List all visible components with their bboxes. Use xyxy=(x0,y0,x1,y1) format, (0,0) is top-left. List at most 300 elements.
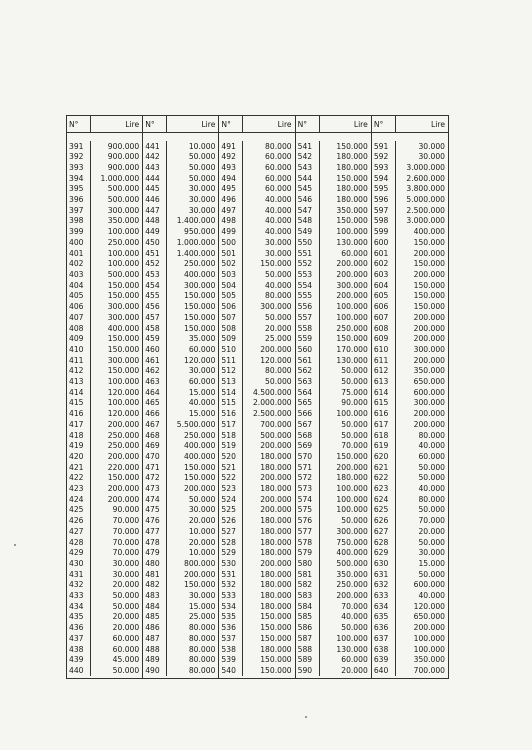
lire-value: 150.000 xyxy=(260,623,292,633)
lire-value: 200.000 xyxy=(260,558,292,568)
lot-number: 433 xyxy=(67,591,91,602)
lot-number: 484 xyxy=(143,601,167,612)
table-row xyxy=(67,334,142,345)
lire-value: 50.000 xyxy=(188,162,216,172)
lire-value: 400.000 xyxy=(184,451,216,461)
lire-value: 20.000 xyxy=(188,537,216,547)
table-row xyxy=(67,494,142,505)
table-row xyxy=(67,162,142,173)
table-row xyxy=(219,248,294,259)
table-row xyxy=(143,323,218,334)
table-row xyxy=(296,569,371,580)
lot-number: 618 xyxy=(372,430,396,441)
table-row xyxy=(219,398,294,409)
table-row xyxy=(296,323,371,334)
lire-value: 100.000 xyxy=(413,633,446,643)
lot-number: 556 xyxy=(296,302,320,313)
column-header xyxy=(296,116,371,133)
lire-value: 150.000 xyxy=(413,259,446,269)
table-row xyxy=(296,484,371,495)
table-row xyxy=(219,601,294,612)
lire-value: 3.000.000 xyxy=(406,216,446,226)
table-row xyxy=(219,548,294,559)
lot-number: 440 xyxy=(67,665,91,676)
lire-value: 180.000 xyxy=(260,526,292,536)
lire-value: 15.000 xyxy=(418,558,446,568)
lot-number: 489 xyxy=(143,655,167,666)
lire-value: 100.000 xyxy=(107,248,140,258)
lire-value: 150.000 xyxy=(336,216,368,226)
table-row xyxy=(67,484,142,495)
table-row xyxy=(143,409,218,420)
table-row xyxy=(296,409,371,420)
lire-value: 10.000 xyxy=(188,526,216,536)
lot-number: 446 xyxy=(143,195,167,206)
table-row xyxy=(296,152,371,163)
lot-number: 565 xyxy=(296,398,320,409)
lire-value: 50.000 xyxy=(418,537,446,547)
table-row xyxy=(143,612,218,623)
table-row xyxy=(296,612,371,623)
table-row xyxy=(372,269,448,280)
lire-value: 40.000 xyxy=(341,612,368,622)
table-row xyxy=(67,462,142,473)
table-row xyxy=(143,227,218,238)
lot-number: 482 xyxy=(143,580,167,591)
lot-number: 548 xyxy=(296,216,320,227)
lire-value: 180.000 xyxy=(336,152,368,162)
table-row xyxy=(219,451,294,462)
lire-value: 50.000 xyxy=(418,505,446,515)
table-row xyxy=(296,280,371,291)
lot-number: 537 xyxy=(219,633,243,644)
lire-value: 200.000 xyxy=(413,248,446,258)
lire-value: 150.000 xyxy=(336,141,368,151)
lire-value: 500.000 xyxy=(336,558,368,568)
lot-number: 596 xyxy=(372,195,396,206)
lot-number: 396 xyxy=(67,195,91,206)
lire-value: 150.000 xyxy=(413,302,446,312)
table-row xyxy=(67,419,142,430)
lot-number: 563 xyxy=(296,376,320,387)
table-row xyxy=(67,344,142,355)
lire-value: 60.000 xyxy=(265,184,292,194)
table-row xyxy=(296,451,371,462)
table-row xyxy=(296,494,371,505)
lot-number: 578 xyxy=(296,537,320,548)
lot-number: 488 xyxy=(143,644,167,655)
lire-value: 10.000 xyxy=(188,141,216,151)
table-row xyxy=(219,280,294,291)
table-row xyxy=(143,387,218,398)
lire-value: 15.000 xyxy=(188,387,216,397)
table-row xyxy=(67,612,142,623)
lot-number: 527 xyxy=(219,526,243,537)
lire-value: 100.000 xyxy=(336,484,368,494)
lot-number: 621 xyxy=(372,462,396,473)
table-row xyxy=(296,291,371,302)
lot-number: 547 xyxy=(296,205,320,216)
lot-number: 586 xyxy=(296,623,320,634)
table-row xyxy=(143,259,218,270)
lot-number: 613 xyxy=(372,376,396,387)
table-row xyxy=(219,623,294,634)
lot-number: 552 xyxy=(296,259,320,270)
lot-number: 425 xyxy=(67,505,91,516)
table-row xyxy=(372,441,448,452)
lot-number: 632 xyxy=(372,580,396,591)
lot-number: 415 xyxy=(67,398,91,409)
table-row xyxy=(67,152,142,163)
lire-value: 200.000 xyxy=(260,505,292,515)
table-row xyxy=(296,548,371,559)
lire-value: 120.000 xyxy=(107,409,140,419)
table-row xyxy=(143,280,218,291)
lire-value: 100.000 xyxy=(107,398,140,408)
lire-value: 5.500.000 xyxy=(176,419,216,429)
lot-number: 511 xyxy=(219,355,243,366)
lot-number: 629 xyxy=(372,548,396,559)
lot-number: 420 xyxy=(67,451,91,462)
lot-number: 408 xyxy=(67,323,91,334)
lire-value: 40.000 xyxy=(188,398,216,408)
column-header xyxy=(143,116,218,133)
lire-value: 30.000 xyxy=(112,569,140,579)
table-row xyxy=(219,237,294,248)
table-row xyxy=(219,269,294,280)
lire-value: 350.000 xyxy=(107,216,140,226)
lot-number: 471 xyxy=(143,462,167,473)
lot-number: 457 xyxy=(143,312,167,323)
table-row xyxy=(372,237,448,248)
lire-value: 50.000 xyxy=(418,462,446,472)
table-row xyxy=(67,398,142,409)
table-row xyxy=(372,366,448,377)
lire-value: 300.000 xyxy=(107,205,140,215)
lire-value: 60.000 xyxy=(265,152,292,162)
table-row xyxy=(372,141,448,152)
table-row xyxy=(219,655,294,666)
lot-number: 411 xyxy=(67,355,91,366)
lot-number: 599 xyxy=(372,227,396,238)
lire-value: 1.400.000 xyxy=(176,248,216,258)
lot-number: 590 xyxy=(296,665,320,676)
table-row xyxy=(219,152,294,163)
lire-value: 180.000 xyxy=(260,451,292,461)
lire-value: 60.000 xyxy=(112,633,140,643)
lot-number: 434 xyxy=(67,601,91,612)
table-row xyxy=(372,591,448,602)
lot-number: 607 xyxy=(372,312,396,323)
lot-number: 519 xyxy=(219,441,243,452)
lot-number: 531 xyxy=(219,569,243,580)
lire-value: 2.500.000 xyxy=(252,409,292,419)
lire-value: 200.000 xyxy=(184,569,216,579)
table-row xyxy=(143,173,218,184)
table-row xyxy=(219,216,294,227)
lire-value: 200.000 xyxy=(336,259,368,269)
lot-number: 528 xyxy=(219,537,243,548)
table-row xyxy=(296,302,371,313)
table-row xyxy=(219,569,294,580)
lire-value: 1.000.000 xyxy=(100,173,140,183)
lot-number: 558 xyxy=(296,323,320,334)
lire-value: 70.000 xyxy=(341,441,368,451)
lot-number: 447 xyxy=(143,205,167,216)
table-row xyxy=(372,216,448,227)
price-table xyxy=(66,115,449,679)
table-row xyxy=(219,259,294,270)
table-row xyxy=(219,376,294,387)
lot-number: 444 xyxy=(143,173,167,184)
lot-number: 582 xyxy=(296,580,320,591)
lot-number: 631 xyxy=(372,569,396,580)
table-row xyxy=(372,162,448,173)
table-row xyxy=(143,484,218,495)
lot-number: 423 xyxy=(67,484,91,495)
table-row xyxy=(143,302,218,313)
table-row xyxy=(143,152,218,163)
lot-number: 435 xyxy=(67,612,91,623)
column-rows xyxy=(219,133,294,678)
table-row xyxy=(143,655,218,666)
lot-number: 594 xyxy=(372,173,396,184)
lot-number: 603 xyxy=(372,269,396,280)
lire-value: 250.000 xyxy=(336,580,368,590)
lire-value: 50.000 xyxy=(188,173,216,183)
table-row xyxy=(143,430,218,441)
table-row xyxy=(219,633,294,644)
table-row xyxy=(219,516,294,527)
table-row xyxy=(143,537,218,548)
lire-value: 50.000 xyxy=(341,377,368,387)
lire-value: 120.000 xyxy=(107,387,140,397)
lot-number: 626 xyxy=(372,516,396,527)
lire-value: 400.000 xyxy=(184,441,216,451)
lire-value: 200.000 xyxy=(413,623,446,633)
lot-number: 572 xyxy=(296,473,320,484)
lot-number: 501 xyxy=(219,248,243,259)
lire-value: 250.000 xyxy=(184,259,216,269)
table-row xyxy=(143,366,218,377)
lot-number: 620 xyxy=(372,451,396,462)
lot-number: 526 xyxy=(219,516,243,527)
lire-value: 150.000 xyxy=(184,462,216,472)
lire-value: 80.000 xyxy=(188,623,216,633)
table-row xyxy=(296,591,371,602)
lire-value: 30.000 xyxy=(112,558,140,568)
lire-value: 60.000 xyxy=(188,377,216,387)
lot-number: 507 xyxy=(219,312,243,323)
table-row xyxy=(67,312,142,323)
table-row xyxy=(67,526,142,537)
lot-number: 571 xyxy=(296,462,320,473)
lire-value: 5.000.000 xyxy=(406,195,446,205)
lire-value: 70.000 xyxy=(112,537,140,547)
lire-value: 180.000 xyxy=(336,473,368,483)
lot-number: 513 xyxy=(219,376,243,387)
lot-number: 633 xyxy=(372,591,396,602)
lot-number: 461 xyxy=(143,355,167,366)
lire-value: 350.000 xyxy=(336,205,368,215)
table-row xyxy=(219,323,294,334)
lire-value: 60.000 xyxy=(418,451,446,461)
lot-number: 551 xyxy=(296,248,320,259)
lot-number: 576 xyxy=(296,516,320,527)
lire-value: 50.000 xyxy=(341,623,368,633)
table-row xyxy=(296,269,371,280)
table-row xyxy=(219,302,294,313)
table-row xyxy=(296,462,371,473)
lire-value: 60.000 xyxy=(265,173,292,183)
lire-value: 50.000 xyxy=(341,366,368,376)
lire-value: 25.000 xyxy=(265,334,292,344)
lot-number: 395 xyxy=(67,184,91,195)
lire-value: 150.000 xyxy=(184,323,216,333)
lot-number: 560 xyxy=(296,344,320,355)
table-row xyxy=(219,173,294,184)
lot-number: 573 xyxy=(296,484,320,495)
table-row xyxy=(67,633,142,644)
lire-value: 180.000 xyxy=(260,548,292,558)
lire-value: 250.000 xyxy=(107,430,140,440)
lire-value: 200.000 xyxy=(336,269,368,279)
lot-number: 452 xyxy=(143,259,167,270)
scan-speck xyxy=(305,716,307,718)
lot-number: 562 xyxy=(296,366,320,377)
lot-number: 404 xyxy=(67,280,91,291)
lire-value: 950.000 xyxy=(184,227,216,237)
lot-number: 638 xyxy=(372,644,396,655)
table-row xyxy=(67,409,142,420)
lire-value: 700.000 xyxy=(413,666,446,675)
lot-number: 543 xyxy=(296,162,320,173)
lire-value: 180.000 xyxy=(260,516,292,526)
lot-number: 474 xyxy=(143,494,167,505)
table-row xyxy=(67,430,142,441)
table-row xyxy=(67,623,142,634)
table-row xyxy=(143,623,218,634)
table-row xyxy=(143,516,218,527)
lot-number: 555 xyxy=(296,291,320,302)
lire-value: 600.000 xyxy=(413,580,446,590)
table-row xyxy=(372,516,448,527)
table-row xyxy=(67,387,142,398)
lire-value: 60.000 xyxy=(341,248,368,258)
lot-number: 536 xyxy=(219,623,243,634)
lot-number: 595 xyxy=(372,184,396,195)
lot-number: 485 xyxy=(143,612,167,623)
lire-value: 150.000 xyxy=(184,312,216,322)
lire-value: 30.000 xyxy=(418,141,446,151)
lire-value: 150.000 xyxy=(413,280,446,290)
lot-number: 462 xyxy=(143,366,167,377)
lot-number: 450 xyxy=(143,237,167,248)
lot-number: 480 xyxy=(143,558,167,569)
lire-value: 200.000 xyxy=(413,323,446,333)
lire-value: 300.000 xyxy=(107,355,140,365)
lot-number: 535 xyxy=(219,612,243,623)
table-row xyxy=(372,462,448,473)
table-row xyxy=(296,655,371,666)
column-rows xyxy=(372,133,448,678)
table-row xyxy=(372,569,448,580)
lire-value: 80.000 xyxy=(188,655,216,665)
lot-number: 400 xyxy=(67,237,91,248)
table-row xyxy=(296,473,371,484)
lire-value: 150.000 xyxy=(107,344,140,354)
lire-value: 150.000 xyxy=(107,291,140,301)
table-row xyxy=(143,548,218,559)
table-row xyxy=(67,302,142,313)
table-row xyxy=(219,580,294,591)
lot-number: 437 xyxy=(67,633,91,644)
lot-number: 593 xyxy=(372,162,396,173)
table-row xyxy=(296,387,371,398)
table-row xyxy=(219,312,294,323)
table-row xyxy=(372,633,448,644)
lot-number: 580 xyxy=(296,558,320,569)
lire-value: 130.000 xyxy=(336,355,368,365)
lire-value: 150.000 xyxy=(336,173,368,183)
lot-number: 392 xyxy=(67,152,91,163)
lot-number: 546 xyxy=(296,195,320,206)
table-row xyxy=(219,141,294,152)
lire-value: 900.000 xyxy=(107,152,140,162)
lot-number: 405 xyxy=(67,291,91,302)
lire-value: 220.000 xyxy=(107,462,140,472)
lot-number: 399 xyxy=(67,227,91,238)
table-row xyxy=(219,494,294,505)
lot-number: 569 xyxy=(296,441,320,452)
lot-number: 585 xyxy=(296,612,320,623)
table-row xyxy=(219,344,294,355)
lot-number: 523 xyxy=(219,484,243,495)
table-row xyxy=(296,419,371,430)
lot-number: 407 xyxy=(67,312,91,323)
table-row xyxy=(67,366,142,377)
table-row xyxy=(219,665,294,676)
lire-value: 180.000 xyxy=(336,195,368,205)
table-row xyxy=(143,291,218,302)
lire-value: 300.000 xyxy=(107,302,140,312)
lot-number: 416 xyxy=(67,409,91,420)
lot-number: 428 xyxy=(67,537,91,548)
table-row xyxy=(143,184,218,195)
lot-number: 403 xyxy=(67,269,91,280)
lire-value: 250.000 xyxy=(336,323,368,333)
lire-value: 20.000 xyxy=(341,666,368,675)
lire-value: 100.000 xyxy=(336,505,368,515)
table-row xyxy=(143,216,218,227)
table-row xyxy=(143,376,218,387)
table-row xyxy=(219,205,294,216)
lot-number: 559 xyxy=(296,334,320,345)
lot-number: 492 xyxy=(219,152,243,163)
column-header xyxy=(67,116,142,133)
lot-number: 432 xyxy=(67,580,91,591)
lot-number: 515 xyxy=(219,398,243,409)
table-row xyxy=(219,419,294,430)
lire-value: 20.000 xyxy=(112,612,140,622)
table-row xyxy=(219,334,294,345)
lire-value: 150.000 xyxy=(413,291,446,301)
lire-value: 150.000 xyxy=(260,633,292,643)
lot-number: 443 xyxy=(143,162,167,173)
table-row xyxy=(143,269,218,280)
table-row xyxy=(296,334,371,345)
table-row xyxy=(143,644,218,655)
